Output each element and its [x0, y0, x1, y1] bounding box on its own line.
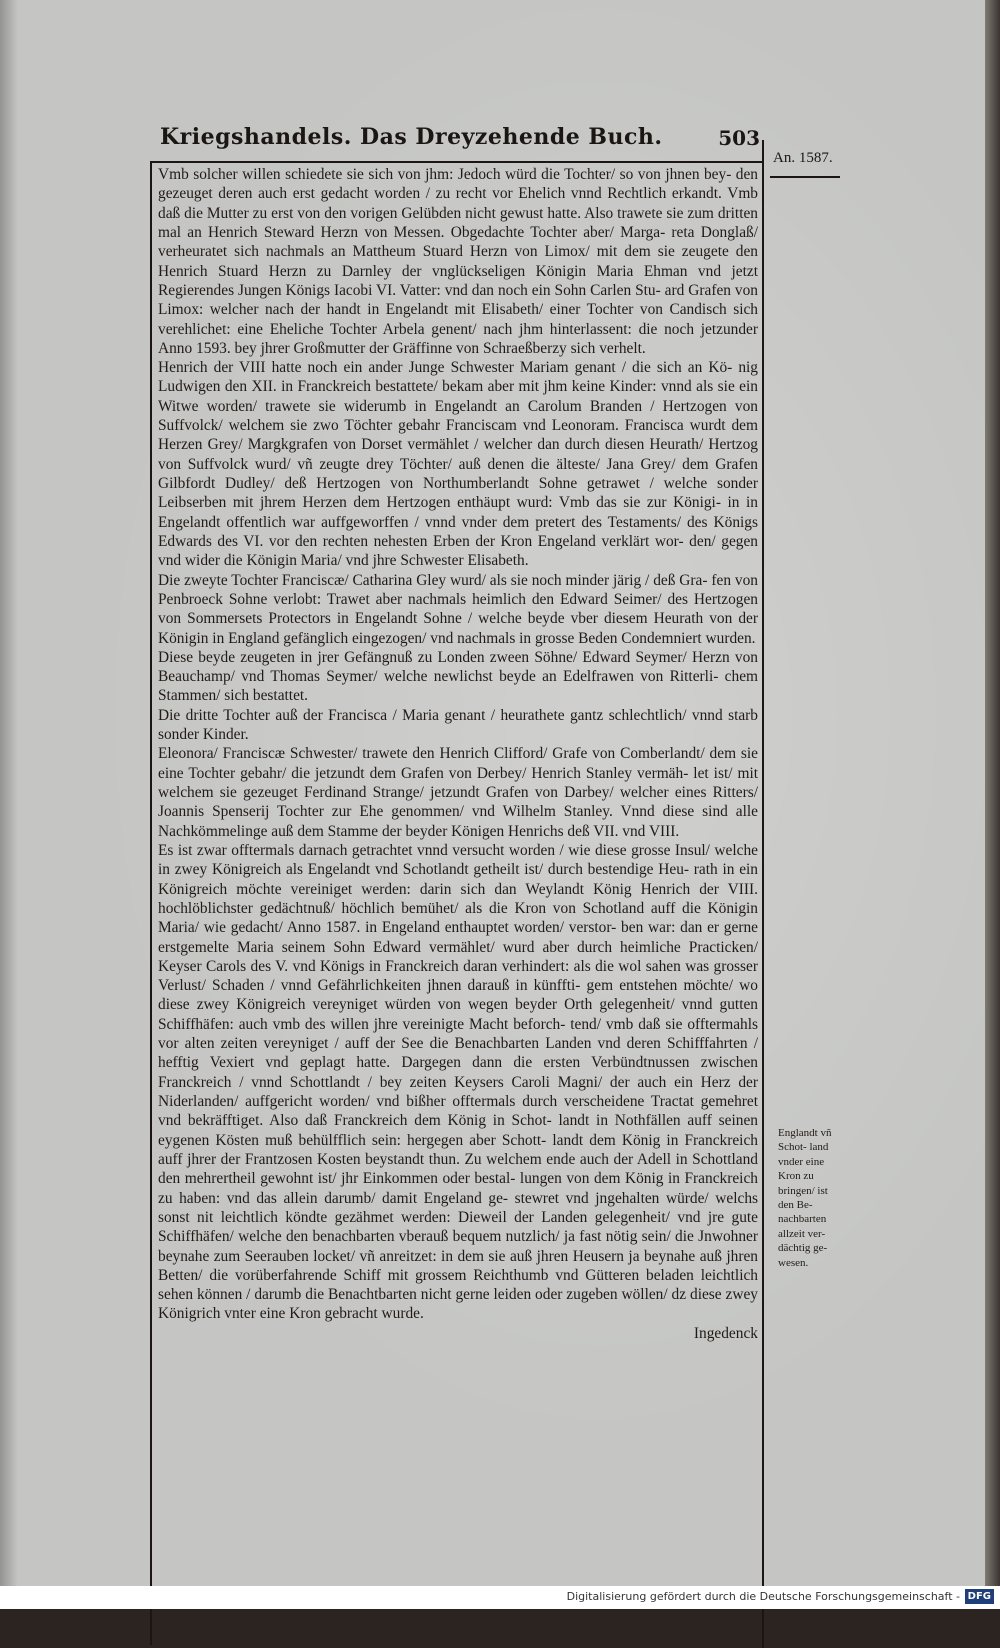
year-rule: [770, 176, 840, 178]
header-rule: [150, 161, 762, 163]
funding-credit: Digitalisierung gefördert durch die Deutsche Forschungsgemeinschaft -: [566, 1590, 960, 1603]
right-column-rule: [762, 140, 764, 1648]
page-number: 503: [718, 126, 760, 150]
paragraph: Die dritte Tochter auß der Francisca / Maria genant / heurathete gantz schlechtlich/ vnnd starb sonder Kinder.: [158, 706, 758, 744]
page-header: [160, 124, 760, 158]
footer-bar: [0, 1586, 1000, 1609]
body-text: [158, 165, 758, 1343]
running-head: Kriegshandels. Das Dreyzehende Buch.: [160, 124, 663, 150]
dfg-logo: DFG: [965, 1589, 994, 1604]
paragraph: Henrich der VIII hatte noch ein ander Junge Schwester Mariam genant / die sich an Kö- nig Ludwigen den XII. in Franckreich bestattete/ bekam aber mit jhm keine Kinder: vnnd als sie ein Witwe worden/ trawete sie widerumb in Engelandt an Carolum Branden / Hertzogen von Suffvolck/ welchem sie zwo Töchter gebahr Franciscam vnd Leonoram. Francisca wurdt dem Herzen Grey/ Margkgrafen von Dorset vermählet / welcher dan durch diesen Heurath/ Hertzog von Suffvolck wurd/ vñ zeugte drey Töchter/ auß denen die älteste/ Jana Grey/ dem Grafen Gilbfordt Dudley/ deß Hertzogen von Northumberlandt Sohne getrawet / welche sonder Leibserben mit jhrem Herzen dem Hertzogen enthäupt wurd: Vmb das sie zur Königi- in in Engelandt offentlich war auffgeworffen / vnnd vnder dem pretert des Testaments/ des Königs Edwards des VI. vor den rechten nehesten Erben der Kron Engeland verklärt wor- den/ gegen vnd wider die Königin Maria/ vnd jhre Schwester Elisabeth.: [158, 359, 758, 570]
book-edge: [985, 0, 1000, 1586]
paragraph: Diese beyde zeugeten in jrer Gefängnuß zu Londen zween Söhne/ Edward Seymer/ Herzn von Beauchamp/ vnd Thomas Seymer/ welche newlichst beyde an Edelfrawen von Ritterli- chem Stammen/ sich bestattet.: [158, 648, 758, 705]
left-column-rule: [150, 161, 152, 1645]
paragraph: Eleonora/ Franciscæ Schwester/ trawete den Henrich Clifford/ Grafe von Comberlandt/ dem sie eine Tochter gebahr/ die jetzundt dem Grafen von Derbey/ Henrich Stanley vermäh- let ist/ mit welchem sie gezeuget Ferdinand Strange/ jetzundt Grafen von Darbey/ welcher eines Ritters/ Joannis Spenserij Tochter zur Ehe genommen/ vnd Wilhelm Stanley. Vnnd diese sind alle Nachkömmelinge auß dem Stamme der beyder Königen Henrichs deß VII. vnd VIII.: [158, 745, 758, 840]
catchword: Ingedenck: [693, 1324, 758, 1342]
paragraph: Es ist zwar offtermals darnach getrachtet vnnd versucht worden / wie diese grosse Insul/ welche in zwey Königreich als Engelandt vnd Schotlandt getheilt ist/ durch bestendige Heu- rath in ein Königreich möchte vereiniget werden: darin sich dan Weylandt König Henrich der VIII. hochlöblichster gedächtnuß/ höchlich bemühet/ als die Kron von Schotland auff die Königin Maria/ wie gedacht/ Anno 1587. in Engeland enthauptet worden/ verstor- ben war: dan er gerne erstgemelte Maria seinem Sohn Edward vermählet/ wurd aber durch heimliche Practicken/ Keyser Carols des V. vnd Königs in Franckreich daran verhindert: als die wol sahen was grosser Verlust/ Schaden / vnnd Gefährlichkeiten jhnen darauß in künffti- gem entstehen möchte/ wo diese zwey Königreich vereyniget würden von wegen beyder Orth gelegenheit/ vnnd gutten Schiffhäfen: auch vmb des willen jhre vereinigte Macht beforch- tend/ vmb daß sie offtermahls vor alten zeiten vereyniget / auff der See die Benachbarten Landen vnd deren Schifffahrten / hefftig Vexiert vnd geplagt hatte. Dargegen dann die ersten Verbündtnussen zwischen Franckreich / vnnd Schottlandt / bey zeiten Keysers Caroli Magni/ der auch ein Herz der Niderlanden/ auffgericht worden/ vnd bißher offtermals durch verscheidene Tractat gemehret vnd bekräfftiget. Also daß Franckreich dem König in Schot- landt in Nothfällen auff seinen eygenen Kösten muß behülfflich sein: hergegen aber Schott- landt dem König in Franckreich auff jhrer der Frantzosen Kosten beystandt thun. Zu welchem ende auch der Adell in Schottland den mehrertheil gewohnt ist/ jhr Einkommen oder bestal- lungen von dem König in Franckreich zu haben: vnd das allein darumb/ damit Engeland ge- stewret vnd jngehalten würde/ welchs sonst nit leichtlich köndte gezähmet werden: Dieweil der Landen gelegenheit/ vnd jre gute Schiffhäfen/ welche den benachbarten vberauß bequem nutzlich/ ja fast nötig sein/ die Jnwohner beynahe zum Seerauben locket/ vñ anreitzet: in dem sie auß jhren Heusern ja beynahe auß jhren Betten/ die vorüberfahrende Schiff mit grossem Reichthumb vnd Gütteren beladen leichtlich sehen können / darumb die Benachtbarten nicht gerne leiden oder zugeben wöllen/ dz diese zwey Königrich vnter eine Kron gebracht wurde.: [158, 841, 758, 1323]
paragraph: Vmb solcher willen schiedete sie sich von jhm: Jedoch würd die Tochter/ so von jhnen bey- den gezeuget deren auch erst gedacht worden / zu recht vor Ehelich vnnd Rechtlich erkandt. Vmb daß die Mutter zu erst von den vorigen Gelübden nicht gewust hatte. Also trawete sie zum dritten mal an Henrich Steward Herzn von Messen. Obgedachte Tochter aber/ Marga- reta Donglaß/ verheuratet sich nachmals an Mattheum Stuard Herzn von Limox/ mit dem sie zeugete den Henrich Stuard Herzn zu Darnley der vnglückseligen Königin Maria Ehman vnd jetzt Regierendes Jungen Königs Iacobi VI. Vatter: vnd dan noch ein Sohn Carlen Stu- ard Grafen von Limox: welcher nach der handt in Engelandt mit Elisabeth/ einer Tochter von Candisch sich verehlichet: eine Eheliche Tochter Arbela genent/ nach jhm hinterlassent: die noch jetzunder Anno 1593. bey jhrer Großmutter der Gräffinne von Schraeßberzy sich verhelt.: [158, 166, 758, 357]
marginal-note: Englandt vñ Schot- land vnder eine Kron zu bringen/ ist den Be- nachbarten allzeit ver- dächtig ge- wesen.: [778, 1127, 832, 1269]
year-marker: An. 1587.: [773, 150, 833, 166]
paragraph: Die zweyte Tochter Franciscæ/ Catharina Gley wurd/ als sie noch minder järig / deß Gra- fen von Penbroeck Sohne verlobt: Trawet aber nachmals heimlich den Edward Seimer/ des Hertzogen von Sommersets Protectors in Engelandt Sohne / welche beyde vber diesem Heurath von der Königin in England gefänglich eingezogen/ vnd nachmals in grosse Beden Condemniert wurden.: [158, 571, 758, 647]
